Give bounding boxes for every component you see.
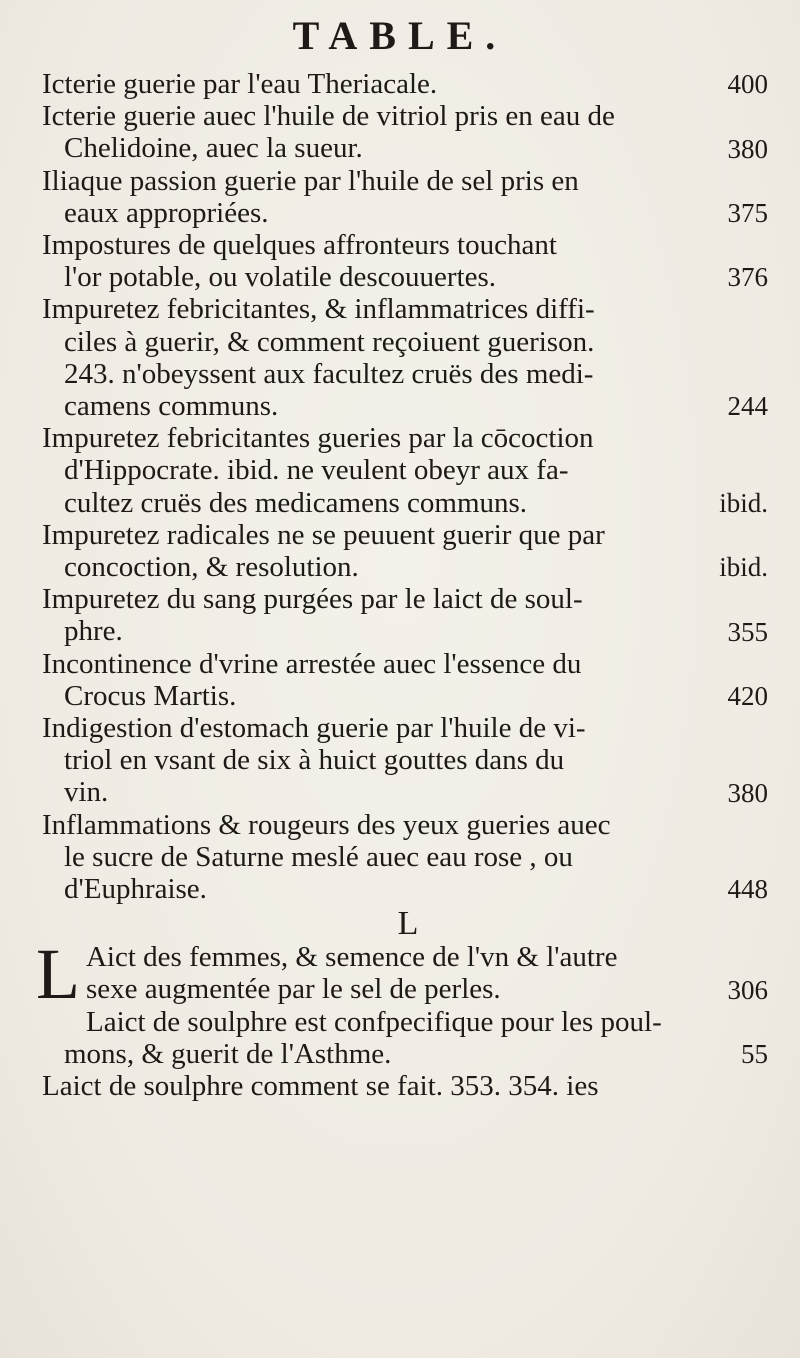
index-entry <box>42 712 768 809</box>
index-entry <box>42 518 768 584</box>
entry-text-line: Inflammations & rougeurs des yeux gueries auec <box>42 808 611 841</box>
index-entry <box>42 68 768 100</box>
entry-text-line: mons, & guerit de l'Asthme. <box>64 1037 392 1070</box>
entry-text-line: vin. <box>64 776 109 809</box>
entry-text-line: Laict de soulphre comment se fait. 353. 354. ies <box>42 1070 599 1103</box>
page-reference: 448 <box>727 874 768 905</box>
index-entry <box>42 1070 762 1102</box>
index-entry <box>42 229 768 294</box>
index-list-l <box>36 934 768 1103</box>
page-reference: 380 <box>727 133 768 164</box>
entry-text-line: Icterie guerie auec l'huile de vitriol pris en eau de <box>42 100 615 133</box>
page-reference: ibid. <box>719 552 768 583</box>
entry-text-line: Iliaque passion guerie par l'huile de sel pris en <box>42 164 579 197</box>
index-entry <box>36 934 768 1015</box>
index-entry <box>42 422 768 519</box>
page-reference: 400 <box>727 69 768 100</box>
page-reference: 244 <box>727 391 768 422</box>
index-entries <box>36 68 768 1103</box>
entry-text-line: eaux appropriées. <box>64 196 269 229</box>
entry-text-line: Impuretez radicales ne se peuuent guerir que par <box>42 518 605 551</box>
page-title: TABLE. <box>292 13 508 58</box>
entry-text-line: le sucre de Saturne meslé auec eau rose , ou <box>64 840 573 873</box>
entry-text-line: Laict de soulphre est confpecifique pour les poul- <box>85 1005 662 1038</box>
entry-text-line: Impuretez febricitantes gueries par la cōcoction <box>42 422 594 455</box>
index-entry <box>42 100 768 165</box>
entry-text-line: Icterie guerie par l'eau Theriacale. <box>42 68 438 100</box>
entry-text-line: Impuretez febricitantes, & inflammatrices diffi- <box>42 293 595 326</box>
page-reference: 375 <box>727 198 768 229</box>
entry-text-line: triol en vsant de six à huict gouttes dans du <box>64 744 565 777</box>
entry-text-line: Indigestion d'estomach guerie par l'huile de vi- <box>42 712 586 745</box>
index-list-i <box>42 68 768 906</box>
page-reference: 306 <box>727 974 768 1005</box>
entry-text-line: cultez cruës des medicamens communs. <box>64 486 528 519</box>
drop-cap-letter: L <box>36 934 80 1015</box>
entry-text-line: Incontinence d'vrine arrestée auec l'essence du <box>42 647 582 680</box>
index-entry <box>42 647 768 712</box>
entry-text-line: Impuretez du sang purgées par le laict de soul- <box>42 583 583 616</box>
entry-text-line: concoction, & resolution. <box>64 551 359 584</box>
page-reference: 355 <box>727 616 768 647</box>
page-reference: ibid. <box>719 487 768 518</box>
entry-text-line: Chelidoine, auec la sueur. <box>64 132 363 165</box>
index-entry <box>42 1005 768 1070</box>
page-reference: 376 <box>727 262 768 293</box>
entry-text-line: 243. n'obeyssent aux facultez cruës des medi- <box>64 357 594 390</box>
index-entry <box>42 164 768 229</box>
entry-text-line: d'Hippocrate. ibid. ne veulent obeyr aux fa- <box>64 454 569 487</box>
index-entry <box>42 808 768 906</box>
page-reference: 55 <box>741 1039 768 1070</box>
entry-text-line: Crocus Martis. <box>64 679 237 712</box>
entry-text-line: Aict des femmes, & semence de l'vn & l'autre <box>85 941 618 974</box>
index-entry <box>42 293 768 423</box>
entry-text-line: sexe augmentée par le sel de perles. <box>86 973 501 1006</box>
index-entry <box>42 583 768 648</box>
entry-text-line: Impostures de quelques affronteurs touchant <box>42 229 557 262</box>
entry-text-line: l'or potable, ou volatile descouuertes. <box>64 261 497 294</box>
entry-text-line: d'Euphraise. <box>64 873 207 906</box>
page-reference: 380 <box>727 777 768 808</box>
page-reference: 420 <box>727 681 768 712</box>
entry-text-line: ciles à guerir, & comment reçoiuent guerison. <box>64 325 595 358</box>
section-letter-heading: L <box>397 905 419 943</box>
entry-text-line: phre. <box>64 615 123 648</box>
entry-text-line: camens communs. <box>64 390 279 423</box>
